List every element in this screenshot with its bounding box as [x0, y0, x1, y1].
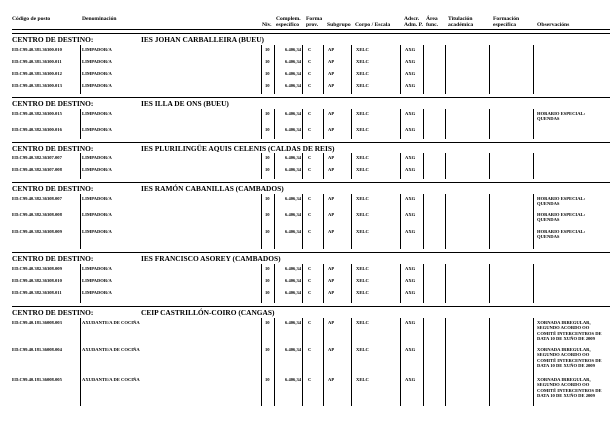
cell-complemento: 6.406,34: [285, 111, 302, 116]
cell-adscr: AXG: [405, 266, 416, 271]
cell-complemento: 6.406,34: [285, 155, 302, 160]
cell-nivel: 10: [265, 167, 270, 172]
cell-forma: C: [308, 111, 312, 116]
column-separator: [400, 109, 401, 139]
cell-complemento: 6.406,34: [285, 229, 302, 234]
column-header-formacion: Formación: [493, 16, 520, 22]
cell-corpo: XELC: [356, 167, 369, 172]
section-name: IES ILLA DE ONS (BUEU): [141, 99, 229, 108]
cell-forma: C: [308, 290, 312, 295]
column-separator: [261, 318, 262, 406]
column-separator: [274, 109, 275, 139]
column-separator: [80, 194, 81, 249]
observacion-line: SEGUNDO ACORDO OO: [537, 325, 590, 331]
section-name: IES PLURILINGÜE AQUIS CELENIS (CALDAS DE REIS): [141, 144, 335, 153]
cell-adscr: AXG: [405, 83, 416, 88]
cell-forma: C: [308, 83, 312, 88]
observacion-line: QUENDAS: [537, 116, 560, 122]
cell-subgrupo: AP: [328, 278, 335, 283]
observacion-line: QUENDAS: [537, 201, 560, 207]
section-name: IES FRANCISCO ASOREY (CAMBADOS): [141, 254, 281, 263]
cell-observacions: [537, 347, 602, 369]
cell-observacions: [537, 229, 585, 240]
column-separator: [261, 45, 262, 94]
cell-forma: C: [308, 127, 312, 132]
observacion-line: QUENDAS: [537, 217, 560, 223]
column-separator: [302, 153, 303, 179]
section-label: CENTRO DE DESTINO:: [12, 254, 94, 263]
column-separator: [533, 318, 534, 406]
cell-code: ED.C99.40.181.36008.004: [12, 347, 62, 352]
column-separator: [302, 318, 303, 406]
section-rule: [12, 142, 610, 143]
cell-nivel: 10: [265, 127, 270, 132]
cell-forma: C: [308, 377, 312, 382]
column-separator: [351, 264, 352, 303]
observacion-line: XORNADA IRREGULAR,: [537, 377, 591, 382]
cell-corpo: XELC: [356, 155, 369, 160]
cell-subgrupo: AP: [328, 377, 335, 382]
cell-forma: C: [308, 212, 312, 217]
cell-corpo: XELC: [356, 47, 369, 52]
column-header-observacions: Observacións: [537, 22, 570, 28]
cell-corpo: XELC: [356, 83, 369, 88]
column-separator: [400, 153, 401, 179]
column-separator: [445, 318, 446, 406]
cell-complemento: 6.406,34: [285, 290, 302, 295]
cell-denominacion: LIMPADOR/A: [82, 83, 112, 88]
cell-observacions: [537, 212, 585, 223]
cell-corpo: XELC: [356, 377, 369, 382]
column-separator: [80, 45, 81, 94]
section-rule: [12, 97, 610, 98]
cell-code: ED.C99.40.382.36308.008: [12, 212, 62, 217]
cell-denominacion: LIMPADOR/A: [82, 127, 112, 132]
column-separator: [323, 45, 324, 94]
column-separator: [445, 264, 446, 303]
observacion-line: XORNADA IRREGULAR,: [537, 320, 591, 325]
cell-subgrupo: AP: [328, 83, 335, 88]
column-separator: [302, 194, 303, 249]
cell-denominacion: LIMPADOR/A: [82, 47, 112, 52]
column-separator: [445, 45, 446, 94]
column-separator: [423, 194, 424, 249]
column-separator: [261, 194, 262, 249]
column-header-area: func.: [426, 22, 438, 28]
cell-code: ED.C99.40.382.36308.011: [12, 290, 62, 295]
column-header-forma: prov.: [306, 22, 319, 28]
cell-complemento: 6.406,34: [285, 83, 302, 88]
column-header-subgrupo: Subgrupo: [327, 22, 351, 28]
column-separator: [445, 153, 446, 179]
cell-subgrupo: AP: [328, 47, 335, 52]
cell-complemento: 6.406,34: [285, 212, 302, 217]
cell-forma: C: [308, 59, 312, 64]
cell-code: ED.C99.40.382.36308.009: [12, 229, 62, 234]
column-separator: [400, 45, 401, 94]
cell-subgrupo: AP: [328, 229, 335, 234]
section-name: IES RAMÓN CABANILLAS (CAMBADOS): [141, 184, 284, 193]
section-label: CENTRO DE DESTINO:: [12, 99, 94, 108]
column-separator: [274, 45, 275, 94]
cell-adscr: AXG: [405, 127, 416, 132]
cell-complemento: 6.406,34: [285, 127, 302, 132]
cell-corpo: XELC: [356, 278, 369, 283]
cell-nivel: 10: [265, 347, 270, 352]
cell-denominacion: LIMPADOR/A: [82, 229, 112, 234]
column-separator: [445, 194, 446, 249]
column-separator: [489, 109, 490, 139]
cell-nivel: 10: [265, 320, 270, 325]
cell-code: ED.C99.40.382.36308.010: [12, 278, 62, 283]
column-separator: [323, 264, 324, 303]
cell-adscr: AXG: [405, 347, 416, 352]
cell-complemento: 6.406,34: [285, 167, 302, 172]
cell-denominacion: LIMPADOR/A: [82, 71, 112, 76]
cell-complemento: 6.406,34: [285, 278, 302, 283]
cell-forma: C: [308, 320, 312, 325]
cell-subgrupo: AP: [328, 290, 335, 295]
cell-complemento: 6.406,34: [285, 47, 302, 52]
section-rule: [12, 306, 610, 307]
cell-forma: C: [308, 266, 312, 271]
cell-code: ED.C99.40.381.36300.012: [12, 71, 62, 76]
column-separator: [351, 45, 352, 94]
cell-adscr: AXG: [405, 47, 416, 52]
column-separator: [423, 45, 424, 94]
cell-subgrupo: AP: [328, 71, 335, 76]
cell-complemento: 6.406,34: [285, 71, 302, 76]
cell-corpo: XELC: [356, 266, 369, 271]
cell-nivel: 10: [265, 83, 270, 88]
column-separator: [423, 153, 424, 179]
cell-corpo: XELC: [356, 347, 369, 352]
cell-denominacion: LIMPADOR/A: [82, 59, 112, 64]
column-separator: [323, 194, 324, 249]
cell-code: ED.C99.40.181.36008.003: [12, 320, 62, 325]
observacion-line: HORARIO ESPECIAL:: [537, 212, 586, 217]
cell-denominacion: LIMPADOR/A: [82, 290, 112, 295]
column-separator: [351, 194, 352, 249]
section-label: CENTRO DE DESTINO:: [12, 35, 94, 44]
column-header-area: Área: [426, 16, 438, 22]
column-separator: [533, 153, 534, 179]
cell-forma: C: [308, 155, 312, 160]
column-separator: [533, 109, 534, 139]
column-separator: [423, 264, 424, 303]
cell-denominacion: LIMPADOR/A: [82, 266, 112, 271]
column-separator: [489, 153, 490, 179]
column-separator: [489, 194, 490, 249]
cell-subgrupo: AP: [328, 266, 335, 271]
cell-nivel: 10: [265, 59, 270, 64]
column-separator: [274, 153, 275, 179]
cell-subgrupo: AP: [328, 111, 335, 116]
column-separator: [323, 153, 324, 179]
cell-nivel: 10: [265, 47, 270, 52]
cell-complemento: 6.406,34: [285, 196, 302, 201]
cell-adscr: AXG: [405, 71, 416, 76]
section-label: CENTRO DE DESTINO:: [12, 144, 94, 153]
cell-forma: C: [308, 196, 312, 201]
cell-nivel: 10: [265, 196, 270, 201]
cell-denominacion: LIMPADOR/A: [82, 212, 112, 217]
cell-code: ED.C99.40.382.36307.007: [12, 155, 62, 160]
cell-subgrupo: AP: [328, 127, 335, 132]
section-name: IES JOHAN CARBALLEIRA (BUEU): [141, 35, 264, 44]
column-separator: [489, 45, 490, 94]
cell-denominacion: LIMPADOR/A: [82, 196, 112, 201]
cell-code: ED.C99.40.382.36308.009: [12, 266, 62, 271]
column-separator: [533, 264, 534, 303]
cell-nivel: 10: [265, 377, 270, 382]
cell-corpo: XELC: [356, 320, 369, 325]
cell-corpo: XELC: [356, 196, 369, 201]
cell-code: ED.C99.40.381.36300.013: [12, 83, 62, 88]
cell-subgrupo: AP: [328, 212, 335, 217]
column-separator: [80, 153, 81, 179]
column-header-titulacion: académica: [448, 22, 474, 28]
column-separator: [274, 194, 275, 249]
column-separator: [302, 45, 303, 94]
observacion-line: SEGUNDO ACORDO OO: [537, 382, 590, 388]
cell-complemento: 6.406,34: [285, 59, 302, 64]
cell-forma: C: [308, 71, 312, 76]
column-header-formacion: específica: [493, 22, 516, 28]
cell-code: ED.C99.40.181.36008.005: [12, 377, 62, 382]
cell-nivel: 10: [265, 212, 270, 217]
cell-forma: C: [308, 278, 312, 283]
observacion-line: COMITÉ INTERCENTROS DE: [537, 387, 602, 393]
cell-subgrupo: AP: [328, 347, 335, 352]
cell-denominacion: AXUDANTE/A DE COCIÑA: [82, 347, 140, 352]
column-header-forma: Forma: [306, 16, 323, 22]
column-header-codigo: Código de posto: [12, 16, 51, 22]
cell-nivel: 10: [265, 290, 270, 295]
observacion-line: SEGUNDO ACORDO OO: [537, 352, 590, 358]
column-separator: [351, 318, 352, 406]
cell-denominacion: LIMPADOR/A: [82, 167, 112, 172]
header-rule: [12, 29, 610, 30]
cell-subgrupo: AP: [328, 196, 335, 201]
cell-corpo: XELC: [356, 127, 369, 132]
cell-observacions: [537, 320, 602, 342]
cell-corpo: XELC: [356, 229, 369, 234]
cell-adscr: AXG: [405, 59, 416, 64]
column-header-denominacion: Denominación: [82, 16, 117, 22]
cell-forma: C: [308, 347, 312, 352]
cell-nivel: 10: [265, 278, 270, 283]
cell-corpo: XELC: [356, 290, 369, 295]
column-separator: [80, 109, 81, 139]
observacion-line: COMITÉ INTERCENTROS DE: [537, 330, 602, 336]
cell-adscr: AXG: [405, 196, 416, 201]
column-separator: [302, 264, 303, 303]
observacion-line: DATA 10 DE XUÑO DE 2009: [537, 393, 595, 399]
column-separator: [400, 194, 401, 249]
column-separator: [80, 264, 81, 303]
column-separator: [261, 264, 262, 303]
column-separator: [423, 109, 424, 139]
cell-adscr: AXG: [405, 320, 416, 325]
observacion-line: HORARIO ESPECIAL:: [537, 196, 586, 201]
observacion-line: HORARIO ESPECIAL:: [537, 229, 586, 234]
cell-corpo: XELC: [356, 71, 369, 76]
column-header-titulacion: Titulación: [448, 16, 473, 22]
column-separator: [323, 109, 324, 139]
cell-forma: C: [308, 229, 312, 234]
cell-nivel: 10: [265, 266, 270, 271]
column-separator: [274, 318, 275, 406]
cell-adscr: AXG: [405, 212, 416, 217]
cell-subgrupo: AP: [328, 167, 335, 172]
cell-corpo: XELC: [356, 111, 369, 116]
column-separator: [351, 109, 352, 139]
column-separator: [400, 264, 401, 303]
cell-forma: C: [308, 167, 312, 172]
column-separator: [80, 318, 81, 406]
cell-denominacion: AXUDANTE/A DE COCIÑA: [82, 320, 140, 325]
column-header-adscr: Adm. P.: [404, 22, 423, 28]
cell-observacions: [537, 111, 585, 122]
column-separator: [489, 264, 490, 303]
cell-corpo: XELC: [356, 59, 369, 64]
cell-corpo: XELC: [356, 212, 369, 217]
cell-subgrupo: AP: [328, 59, 335, 64]
column-header-adscr: Adscr.: [404, 16, 420, 22]
cell-complemento: 6.406,34: [285, 377, 302, 382]
cell-adscr: AXG: [405, 377, 416, 382]
cell-observacions: [537, 196, 585, 207]
cell-adscr: AXG: [405, 155, 416, 160]
cell-subgrupo: AP: [328, 155, 335, 160]
cell-code: ED.C99.40.381.36300.011: [12, 59, 62, 64]
cell-denominacion: LIMPADOR/A: [82, 155, 112, 160]
section-name: CEIP CASTRILLÓN-COIRO (CANGAS): [141, 308, 275, 317]
section-label: CENTRO DE DESTINO:: [12, 184, 94, 193]
cell-complemento: 6.406,34: [285, 266, 302, 271]
column-separator: [533, 45, 534, 94]
observacion-line: QUENDAS: [537, 234, 560, 240]
column-separator: [533, 194, 534, 249]
column-separator: [274, 264, 275, 303]
column-separator: [423, 318, 424, 406]
column-separator: [261, 109, 262, 139]
column-separator: [351, 153, 352, 179]
column-header-corpo: Corpo / Escala: [355, 22, 391, 28]
column-separator: [489, 318, 490, 406]
cell-code: ED.C99.40.381.36300.010: [12, 47, 62, 52]
cell-complemento: 6.406,34: [285, 347, 302, 352]
cell-code: ED.C99.40.382.36300.016: [12, 127, 62, 132]
observacion-line: DATA 10 DE XUÑO DE 2009: [537, 363, 595, 369]
cell-adscr: AXG: [405, 167, 416, 172]
cell-nivel: 10: [265, 71, 270, 76]
cell-complemento: 6.406,34: [285, 320, 302, 325]
section-rule: [12, 33, 610, 34]
column-header-complemento: Complem.: [276, 16, 301, 22]
column-separator: [323, 318, 324, 406]
section-label: CENTRO DE DESTINO:: [12, 308, 94, 317]
cell-nivel: 10: [265, 229, 270, 234]
cell-denominacion: LIMPADOR/A: [82, 278, 112, 283]
cell-denominacion: LIMPADOR/A: [82, 111, 112, 116]
cell-denominacion: AXUDANTE/A DE COCIÑA: [82, 377, 140, 382]
section-rule: [12, 252, 610, 253]
cell-adscr: AXG: [405, 229, 416, 234]
cell-code: ED.C99.40.382.36307.008: [12, 167, 62, 172]
column-header-complemento: específico: [276, 22, 299, 28]
observacion-line: HORARIO ESPECIAL:: [537, 111, 586, 116]
section-rule: [12, 182, 610, 183]
cell-forma: C: [308, 47, 312, 52]
cell-code: ED.C99.40.382.36308.007: [12, 196, 62, 201]
column-separator: [261, 153, 262, 179]
column-separator: [445, 109, 446, 139]
cell-observacions: [537, 377, 602, 399]
cell-nivel: 10: [265, 111, 270, 116]
cell-code: ED.C99.40.382.36300.015: [12, 111, 62, 116]
column-separator: [400, 318, 401, 406]
cell-adscr: AXG: [405, 111, 416, 116]
cell-adscr: AXG: [405, 290, 416, 295]
cell-subgrupo: AP: [328, 320, 335, 325]
column-header-nivel: Niv.: [262, 22, 272, 28]
observacion-line: COMITÉ INTERCENTROS DE: [537, 357, 602, 363]
cell-adscr: AXG: [405, 278, 416, 283]
cell-nivel: 10: [265, 155, 270, 160]
column-separator: [302, 109, 303, 139]
observacion-line: DATA 10 DE XUÑO DE 2009: [537, 336, 595, 342]
observacion-line: XORNADA IRREGULAR,: [537, 347, 591, 352]
